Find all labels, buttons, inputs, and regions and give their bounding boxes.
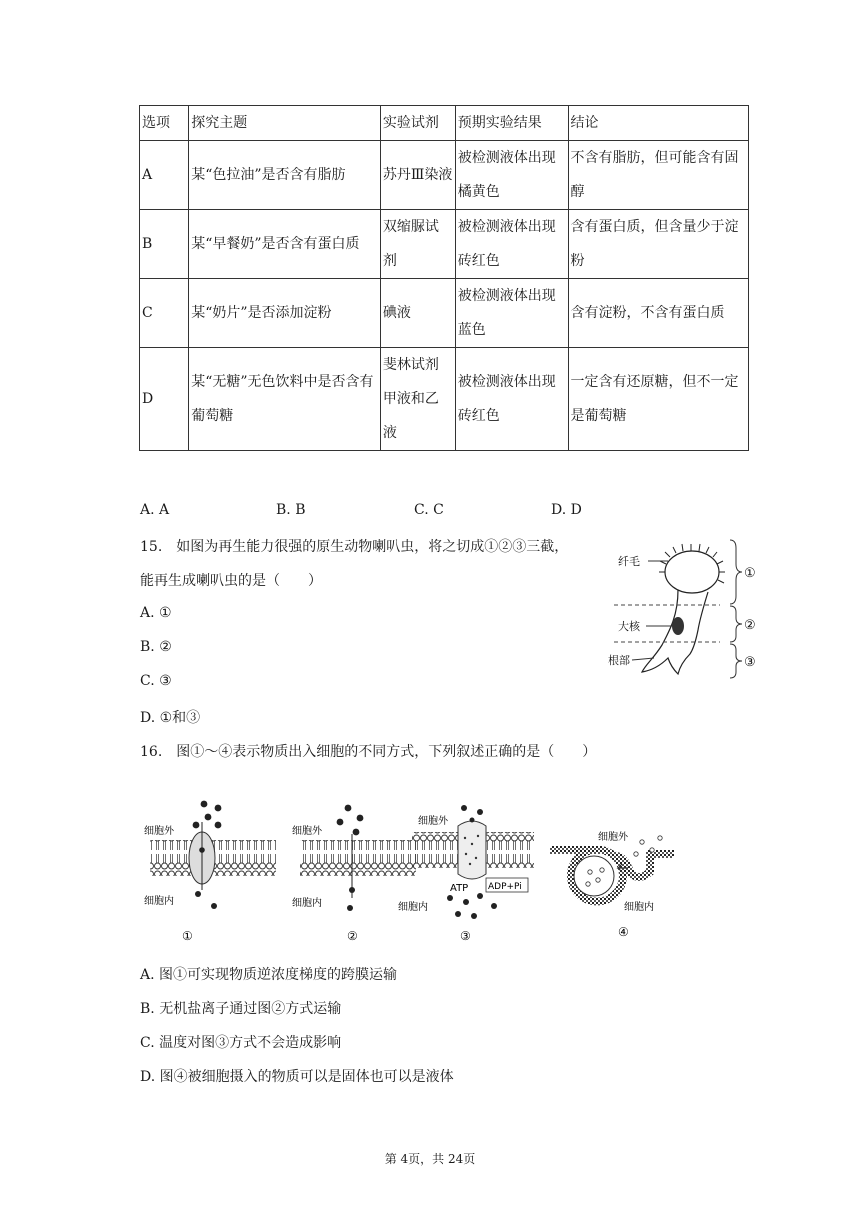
outside-label-4: 细胞外 xyxy=(598,832,628,843)
table-cell: 斐林试剂甲液和乙液 xyxy=(380,348,455,451)
panel-4-endocytosis xyxy=(550,830,674,939)
table-cell: 被检测液体出现橘黄色 xyxy=(455,141,568,210)
outside-label-2: 细胞外 xyxy=(292,826,322,837)
panel-number-4: ④ xyxy=(618,925,629,939)
table-header-cell: 探究主题 xyxy=(189,106,381,141)
table-cell: 被检测液体出现蓝色 xyxy=(455,279,568,348)
q15-stem-line1: 15. 如图为再生能力很强的原生动物喇叭虫，将之切成①②③三截， xyxy=(140,539,569,555)
q16-option-c[interactable]: C. 温度对图③方式不会造成影响 xyxy=(140,1035,342,1051)
panel-3-active-transport xyxy=(398,805,534,943)
table-cell: 不含有脂肪，但可能含有固醇 xyxy=(568,141,748,210)
segment-3-label: ③ xyxy=(744,655,756,670)
inside-label-3: 细胞内 xyxy=(398,902,428,913)
q16-option-b[interactable]: B. 无机盐离子通过图②方式运输 xyxy=(140,1001,342,1017)
table-header-cell: 实验试剂 xyxy=(380,106,455,141)
table-row xyxy=(140,348,749,451)
table-cell: 碘液 xyxy=(380,279,455,348)
q14-option-a[interactable]: A. A xyxy=(140,502,170,518)
table-cell: 双缩脲试剂 xyxy=(380,210,455,279)
panel-2-free-diffusion xyxy=(292,805,416,943)
table-header-cell: 结论 xyxy=(568,106,748,141)
table-cell: 含有蛋白质，但含量少于淀粉 xyxy=(568,210,748,279)
table-cell: 被检测液体出现砖红色 xyxy=(455,348,568,451)
adp-label: ADP+Pi xyxy=(488,882,522,892)
q15-option-d[interactable]: D. ①和③ xyxy=(140,710,201,726)
q15-option-a[interactable]: A. ① xyxy=(140,605,172,621)
table-row xyxy=(140,210,749,279)
table-cell: A xyxy=(140,141,189,210)
table-cell: 一定含有还原糖，但不一定是葡萄糖 xyxy=(568,348,748,451)
table-cell: 某“色拉油”是否含有脂肪 xyxy=(189,141,381,210)
q14-option-d[interactable]: D. D xyxy=(551,502,582,518)
panel-number-3: ③ xyxy=(460,929,471,943)
table-cell: 某“无糖”无色饮料中是否含有葡萄糖 xyxy=(189,348,381,451)
table-row xyxy=(140,279,749,348)
table-header-cell: 选项 xyxy=(140,106,189,141)
q15-stem-line2: 能再生成喇叭虫的是（ ） xyxy=(140,573,322,589)
panel-1-carrier-diffusion xyxy=(144,801,276,943)
segment-1-label: ① xyxy=(744,566,756,581)
q15-option-c[interactable]: C. ③ xyxy=(140,673,172,689)
macronucleus-shape xyxy=(672,617,684,635)
q16-option-a[interactable]: A. 图①可实现物质逆浓度梯度的跨膜运输 xyxy=(140,967,398,983)
inside-label-4: 细胞内 xyxy=(624,902,654,913)
q14-option-c[interactable]: C. C xyxy=(414,502,444,518)
q15-option-b[interactable]: B. ② xyxy=(140,639,172,655)
table-cell: 含有淀粉，不含有蛋白质 xyxy=(568,279,748,348)
inside-label-1: 细胞内 xyxy=(144,896,174,907)
membrane-transport-figure xyxy=(140,798,700,948)
label-macronucleus: 大核 xyxy=(618,620,640,633)
panel-number-1: ① xyxy=(182,929,193,943)
table-cell: D xyxy=(140,348,189,451)
panel-number-2: ② xyxy=(347,929,358,943)
q16-stem: 16. 图①～④表示物质出入细胞的不同方式，下列叙述正确的是（ ） xyxy=(140,744,597,760)
table-row xyxy=(140,141,749,210)
vesicle xyxy=(574,856,614,896)
experiment-table xyxy=(139,105,749,451)
stentor-figure xyxy=(596,530,766,700)
label-cilia: 纤毛 xyxy=(618,555,640,568)
table-cell: B xyxy=(140,210,189,279)
inside-label-2: 细胞内 xyxy=(292,898,322,909)
outside-label-3: 细胞外 xyxy=(418,816,448,827)
segment-2-label: ② xyxy=(744,618,756,633)
carrier-protein-3 xyxy=(458,821,486,879)
table-cell: 某“早餐奶”是否含有蛋白质 xyxy=(189,210,381,279)
q16-option-d[interactable]: D. 图④被细胞摄入的物质可以是固体也可以是液体 xyxy=(140,1069,454,1085)
label-root: 根部 xyxy=(608,654,630,667)
table-cell: 某“奶片”是否添加淀粉 xyxy=(189,279,381,348)
table-header-cell: 预期实验结果 xyxy=(455,106,568,141)
table-cell: 苏丹Ⅲ染液 xyxy=(380,141,455,210)
table-cell: C xyxy=(140,279,189,348)
page-footer: 第 4页，共 24页 xyxy=(384,1152,476,1166)
outside-label-1: 细胞外 xyxy=(144,826,174,837)
lipid-bilayer-2 xyxy=(300,840,416,876)
stentor-body xyxy=(642,544,725,674)
atp-label: ATP xyxy=(450,883,469,894)
q14-option-b[interactable]: B. B xyxy=(276,502,306,518)
table-cell: 被检测液体出现砖红色 xyxy=(455,210,568,279)
table-header-row xyxy=(140,106,749,141)
